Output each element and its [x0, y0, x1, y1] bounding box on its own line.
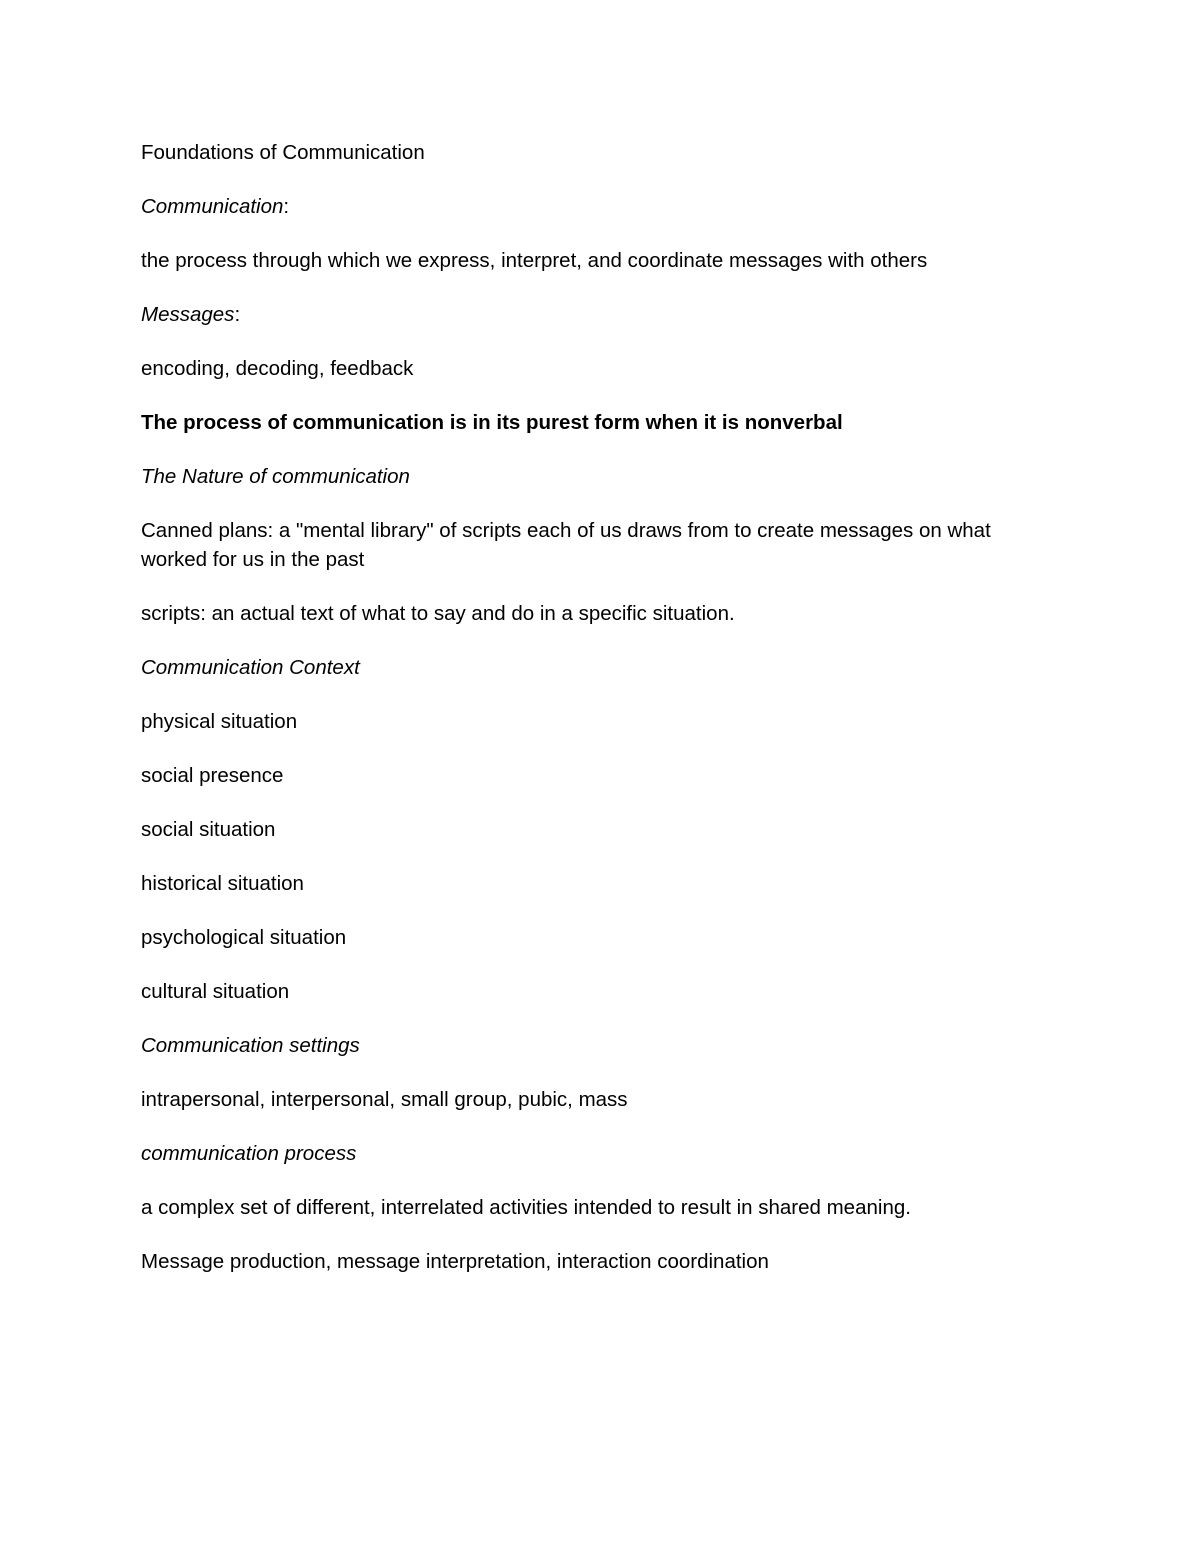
- section-heading: Communication settings: [141, 1034, 360, 1057]
- section-heading: The Nature of communication: [141, 465, 410, 488]
- definition-text: intrapersonal, interpersonal, small group, pubic, mass: [141, 1088, 628, 1111]
- definition-text: scripts: an actual text of what to say and do in a specific situation.: [141, 602, 735, 625]
- list-item: historical situation: [141, 872, 304, 895]
- definition-text: Canned plans: a "mental library" of scripts each of us draws from to create messages on what worked for us in the past: [141, 519, 991, 571]
- term-heading: [141, 300, 1051, 329]
- definition-text: encoding, decoding, feedback: [141, 357, 414, 380]
- list-item: social presence: [141, 764, 284, 787]
- section-heading: communication process: [141, 1142, 357, 1165]
- list-item: physical situation: [141, 710, 298, 733]
- term-label: Messages: [141, 303, 235, 326]
- term-heading: [141, 192, 1051, 221]
- list-item: psychological situation: [141, 926, 347, 949]
- document-body: [141, 138, 1051, 1301]
- section-heading: Communication Context: [141, 656, 360, 679]
- document-title: Foundations of Communication: [141, 141, 425, 164]
- term-colon: :: [283, 195, 290, 218]
- term-colon: :: [234, 303, 241, 326]
- list-item: cultural situation: [141, 980, 290, 1003]
- bold-statement: The process of communication is in its purest form when it is nonverbal: [141, 411, 843, 434]
- term-label: Communication: [141, 195, 284, 218]
- definition-text: the process through which we express, interpret, and coordinate messages with others: [141, 249, 928, 272]
- list-item: social situation: [141, 818, 276, 841]
- definition-text: Message production, message interpretation, interaction coordination: [141, 1250, 769, 1273]
- definition-text: a complex set of different, interrelated activities intended to result in shared meaning.: [141, 1196, 911, 1219]
